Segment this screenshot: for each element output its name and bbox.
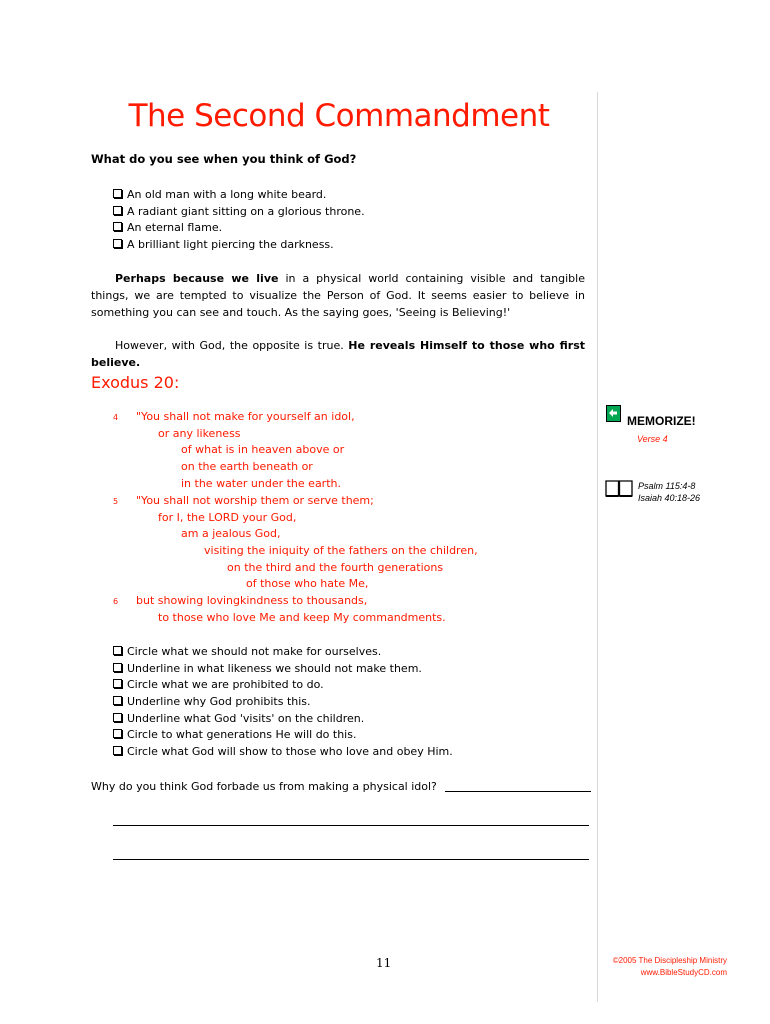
option-label: An eternal flame. xyxy=(127,221,223,235)
verse-line: for I, the LORD your God, xyxy=(158,511,297,524)
copyright-line: ©2005 The Discipleship Ministry xyxy=(612,956,727,965)
answer-line[interactable] xyxy=(113,859,589,860)
verse-line: of those who hate Me, xyxy=(246,577,369,590)
task-label: Circle what we should not make for ourselves. xyxy=(127,645,382,658)
question-physical-idol xyxy=(91,780,591,793)
checkbox[interactable] xyxy=(113,189,122,198)
verse-number: 5 xyxy=(113,497,119,506)
answer-line[interactable] xyxy=(113,825,589,826)
reveal-text: However, with God, the opposite is true. xyxy=(115,339,349,352)
checkbox[interactable] xyxy=(113,222,122,231)
task-item xyxy=(113,727,453,744)
task-item xyxy=(113,694,453,711)
answer-blank[interactable] xyxy=(445,791,591,792)
verse-line: "You shall not worship them or serve them; xyxy=(136,494,374,507)
task-item xyxy=(113,644,453,661)
verse-line: of what is in heaven above or xyxy=(181,443,345,456)
memorize-label: MEMORIZE! xyxy=(627,414,696,428)
task-label: Underline why God prohibits this. xyxy=(127,695,311,709)
task-item xyxy=(113,677,453,694)
reveal-paragraph xyxy=(91,338,585,372)
verse-number: 4 xyxy=(113,413,119,422)
option-item xyxy=(113,204,365,221)
checkbox[interactable] xyxy=(113,696,122,705)
task-item xyxy=(113,711,453,728)
copyright-notice xyxy=(603,955,727,979)
website-link[interactable]: www.BibleStudyCD.com xyxy=(640,968,727,977)
checkbox[interactable] xyxy=(113,746,122,755)
memorize-verse: Verse 4 xyxy=(637,434,668,444)
question-text: Why do you think God forbade us from making a physical idol? xyxy=(91,780,437,793)
verse-line: "You shall not make for yourself an idol, xyxy=(136,410,355,423)
page-title: The Second Commandment xyxy=(128,98,550,134)
verse-line: on the third and the fourth generations xyxy=(227,561,444,574)
verse-line: or any likeness xyxy=(158,427,241,440)
task-item xyxy=(113,661,453,678)
task-label: Underline in what likeness we should not make them. xyxy=(127,661,422,675)
arrow-left-icon xyxy=(606,405,621,422)
checkbox[interactable] xyxy=(113,713,122,722)
verse-line: on the earth beneath or xyxy=(181,460,313,473)
option-label: A radiant giant sitting on a glorious throne. xyxy=(127,204,365,218)
verse-line: in the water under the earth. xyxy=(181,477,341,490)
option-label: An old man with a long white beard. xyxy=(127,188,327,201)
task-list xyxy=(113,644,453,761)
option-item xyxy=(113,187,365,204)
reference-item: Psalm 115:4-8 xyxy=(638,481,696,491)
task-label: Circle what God will show to those who love and obey Him. xyxy=(127,745,453,759)
question-think-of-god: What do you see when you think of God? xyxy=(91,152,357,166)
cross-references xyxy=(638,481,700,504)
checkbox[interactable] xyxy=(113,239,122,248)
task-item xyxy=(113,744,453,761)
option-label: A brilliant light piercing the darkness. xyxy=(127,238,334,252)
verse-line: am a jealous God, xyxy=(181,527,281,540)
option-item xyxy=(113,220,365,237)
checkbox[interactable] xyxy=(113,206,122,215)
sidebar-divider xyxy=(597,92,598,1002)
checkbox[interactable] xyxy=(113,646,122,655)
verse-line: to those who love Me and keep My commandments. xyxy=(158,611,446,624)
intro-text: in a physical world containing visible and tangible things, we are tempted to visualize the Person of God. It seems easier to believe in something you can see and touch. As the saying goes, 'Seeing is Believing!' xyxy=(91,272,585,319)
checkbox[interactable] xyxy=(113,663,122,672)
checkbox[interactable] xyxy=(113,679,122,688)
scripture-heading: Exodus 20: xyxy=(91,373,180,392)
verse-line: but showing lovingkindness to thousands, xyxy=(136,594,368,607)
checkbox[interactable] xyxy=(113,729,122,738)
option-item xyxy=(113,237,365,254)
task-label: Circle what we are prohibited to do. xyxy=(127,678,324,692)
checkbox-options xyxy=(113,187,365,254)
reference-item: Isaiah 40:18-26 xyxy=(638,492,701,503)
task-label: Underline what God 'visits' on the children. xyxy=(127,711,365,725)
intro-bold-text: Perhaps because we live xyxy=(115,272,279,285)
page-number: 11 xyxy=(376,956,392,970)
task-label: Circle to what generations He will do this. xyxy=(127,728,357,742)
reveal-bold-text: He reveals Himself to those who first believe. xyxy=(91,339,586,369)
intro-paragraph xyxy=(91,271,585,321)
verse-number: 6 xyxy=(113,597,119,606)
verse-line: visiting the iniquity of the fathers on the children, xyxy=(204,544,478,557)
open-book-icon xyxy=(605,479,633,497)
